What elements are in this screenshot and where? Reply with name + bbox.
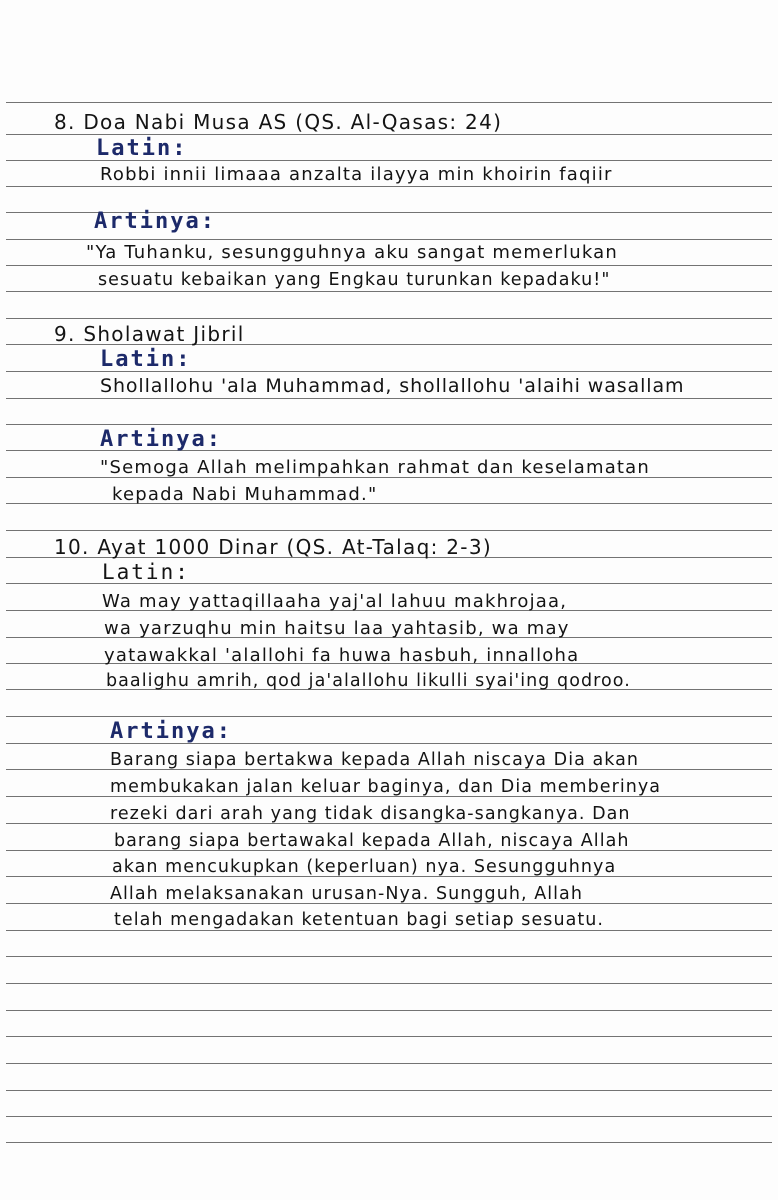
ruled-line — [6, 291, 772, 292]
ruled-line — [6, 239, 772, 240]
latin-line: yatawakkal 'alallohi fa huwa hasbuh, innalloha — [104, 645, 580, 666]
artinya-line: Allah melaksanakan urusan-Nya. Sungguh, Allah — [110, 884, 583, 904]
ruled-line — [6, 1116, 772, 1117]
ruled-line — [6, 716, 772, 717]
latin-label: Latin: — [96, 136, 188, 161]
ruled-line — [6, 530, 772, 531]
latin-label: Latin: — [102, 560, 190, 584]
ruled-line — [6, 1063, 772, 1064]
ruled-line — [6, 186, 772, 187]
ruled-line — [6, 318, 772, 319]
ruled-line — [6, 102, 772, 103]
section-heading: 8. Doa Nabi Musa AS (QS. Al-Qasas: 24) — [54, 110, 503, 134]
latin-label: Latin: — [100, 347, 192, 372]
artinya-label: Artinya: — [94, 209, 216, 234]
artinya-line: sesuatu kebaikan yang Engkau turunkan kepadaku!" — [98, 270, 611, 290]
ruled-line — [6, 424, 772, 425]
artinya-line: rezeki dari arah yang tidak disangka-sangkanya. Dan — [110, 804, 631, 824]
latin-line: baalighu amrih, qod ja'alallohu likulli syai'ing qodroo. — [106, 671, 631, 691]
ruled-line — [6, 1142, 772, 1143]
artinya-line: barang siapa bertawakal kepada Allah, niscaya Allah — [114, 831, 630, 851]
artinya-line: Barang siapa bertakwa kepada Allah niscaya Dia akan — [110, 750, 640, 770]
artinya-line: "Semoga Allah melimpahkan rahmat dan keselamatan — [100, 457, 651, 478]
section-heading: 9. Sholawat Jibril — [54, 322, 245, 346]
artinya-line: kepada Nabi Muhammad." — [112, 484, 378, 505]
latin-line: Wa may yattaqillaaha yaj'al lahuu makhrojaa, — [102, 591, 568, 612]
artinya-line: "Ya Tuhanku, sesungguhnya aku sangat memerlukan — [86, 242, 618, 263]
ruled-line — [6, 956, 772, 957]
ruled-line — [6, 398, 772, 399]
artinya-label: Artinya: — [100, 427, 222, 452]
artinya-line: telah mengadakan ketentuan bagi setiap sesuatu. — [114, 910, 605, 930]
artinya-line: akan mencukupkan (keperluan) nya. Sesungguhnya — [112, 857, 617, 877]
latin-line: wa yarzuqhu min haitsu laa yahtasib, wa may — [104, 618, 570, 639]
latin-line: Robbi innii limaaa anzalta ilayya min khoirin faqiir — [100, 164, 613, 185]
artinya-line: membukakan jalan keluar baginya, dan Dia memberinya — [110, 777, 662, 797]
ruled-line — [6, 930, 772, 931]
ruled-line — [6, 265, 772, 266]
section-heading: 10. Ayat 1000 Dinar (QS. At-Talaq: 2-3) — [54, 535, 492, 559]
latin-line: Shollallohu 'ala Muhammad, shollallohu 'alaihi wasallam — [100, 375, 685, 397]
ruled-line — [6, 1010, 772, 1011]
ruled-line — [6, 1090, 772, 1091]
ruled-line — [6, 983, 772, 984]
ruled-line — [6, 134, 772, 135]
ruled-line — [6, 1036, 772, 1037]
artinya-label: Artinya: — [110, 719, 232, 744]
